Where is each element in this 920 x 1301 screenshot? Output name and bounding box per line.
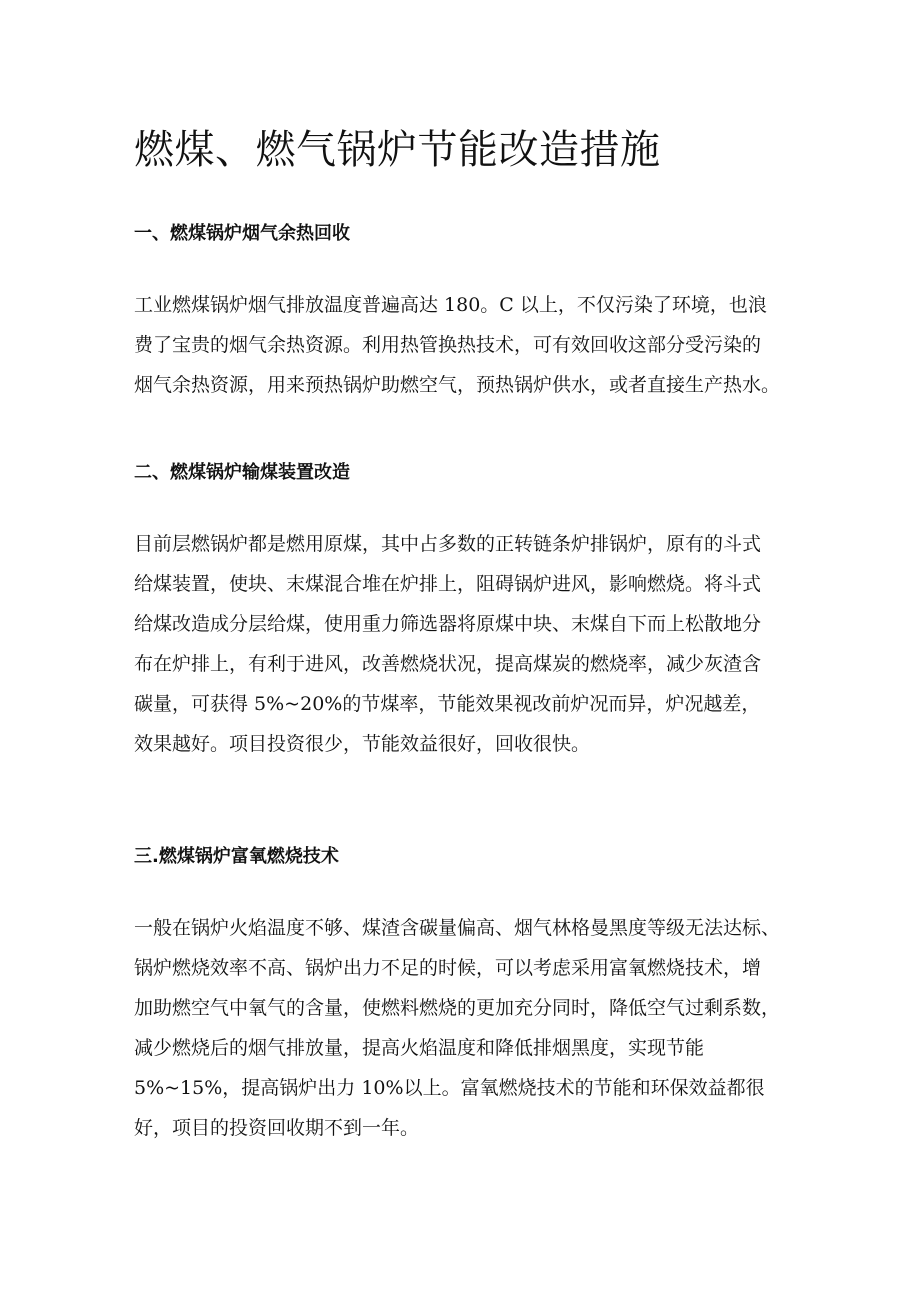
section-3-paragraph — [134, 908, 814, 1148]
paragraph-line: 锅炉燃烧效率不高、锅炉出力不足的时候，可以考虑采用富氧燃烧技术，增 — [134, 957, 762, 979]
section-heading-3: 三.燃煤锅炉富氧燃烧技术 — [134, 846, 339, 867]
paragraph-line: 目前层燃锅炉都是燃用原煤，其中占多数的正转链条炉排锅炉，原有的斗式 — [134, 533, 762, 555]
document-title: 燃煤、燃气锅炉节能改造措施 — [134, 127, 661, 173]
paragraph-line: 加助燃空气中氧气的含量，使燃料燃烧的更加充分同时，降低空气过剩系数， — [134, 997, 781, 1019]
paragraph-line: 费了宝贵的烟气余热资源。利用热管换热技术，可有效回收这部分受污染的 — [134, 334, 762, 356]
paragraph-line: 烟气余热资源，用来预热锅炉助燃空气，预热锅炉供水，或者直接生产热水。 — [134, 374, 781, 396]
section-1-paragraph — [134, 285, 814, 405]
paragraph-line: 好，项目的投资回收期不到一年。 — [134, 1117, 420, 1139]
paragraph-line: 效果越好。项目投资很少，节能效益很好，回收很快。 — [134, 733, 591, 755]
paragraph-line: 布在炉排上，有利于进风，改善燃烧状况，提高煤炭的燃烧率，减少灰渣含 — [134, 653, 762, 675]
paragraph-line: 减少燃烧后的烟气排放量，提高火焰温度和降低排烟黑度，实现节能 — [134, 1037, 705, 1059]
paragraph-line: 给煤改造成分层给煤，使用重力筛选器将原煤中块、末煤自下而上松散地分 — [134, 613, 762, 635]
paragraph-line: 一般在锅炉火焰温度不够、煤渣含碳量偏高、烟气林格曼黑度等级无法达标、 — [134, 917, 781, 939]
paragraph-line: 给煤装置，使块、末煤混合堆在炉排上，阻碍锅炉进风，影响燃烧。将斗式 — [134, 573, 762, 595]
section-heading-2: 二、燃煤锅炉输煤装置改造 — [134, 462, 350, 483]
paragraph-line: 碳量，可获得 5%~20%的节煤率，节能效果视改前炉况而异，炉况越差， — [134, 693, 761, 715]
paragraph-line: 5%~15%，提高锅炉出力 10%以上。富氧燃烧技术的节能和环保效益都很 — [134, 1077, 765, 1099]
paragraph-line: 工业燃煤锅炉烟气排放温度普遍高达 180。C 以上，不仅污染了环境，也浪 — [134, 294, 767, 316]
section-heading-1: 一、燃煤锅炉烟气余热回收 — [134, 223, 350, 244]
section-2-paragraph — [134, 524, 814, 764]
